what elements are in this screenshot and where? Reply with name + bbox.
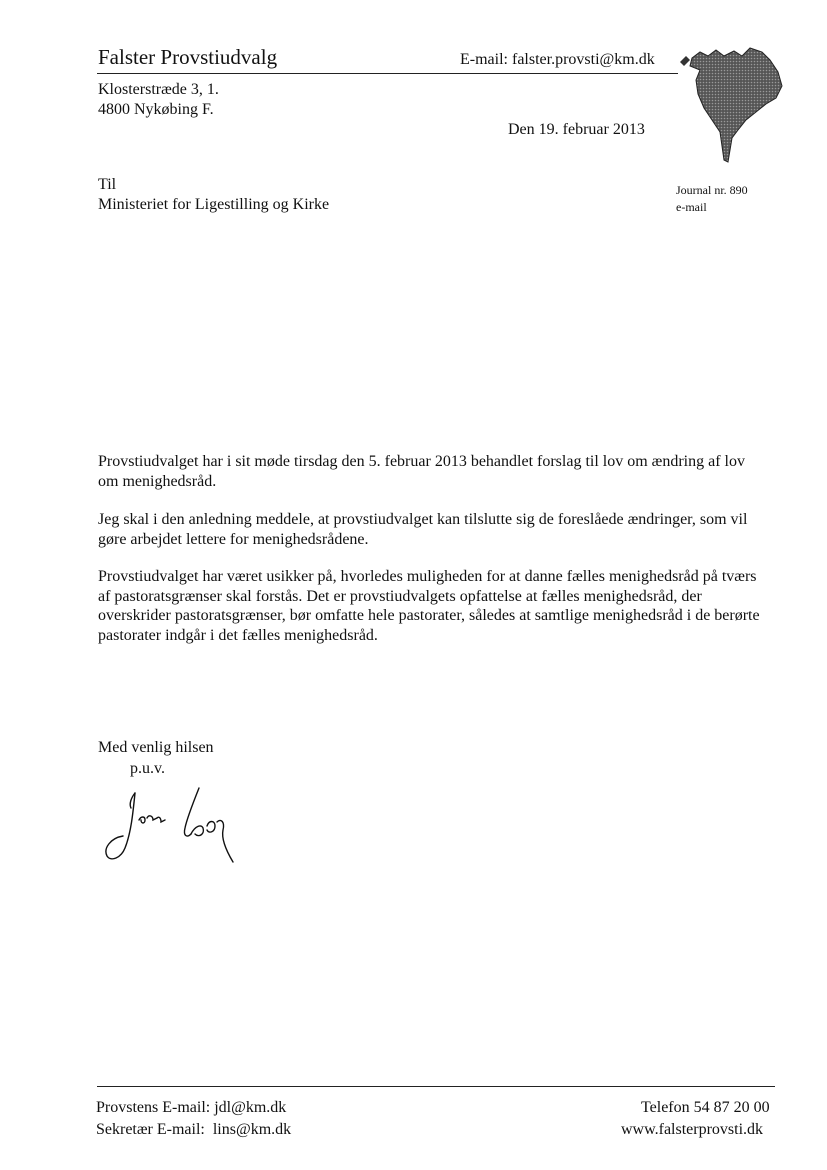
journal-number: Journal nr. 890 — [676, 183, 748, 197]
puv-label: p.u.v. — [130, 760, 165, 777]
provst-email: Provstens E-mail: jdl@km.dk — [96, 1099, 287, 1116]
journal-method: e-mail — [676, 200, 707, 214]
recipient-name: Ministeriet for Ligestilling og Kirke — [98, 196, 330, 213]
header-email: E-mail: falster.provsti@km.dk — [460, 51, 655, 68]
address-line-2: 4800 Nykøbing F. — [98, 101, 214, 118]
closing-greeting: Med venlig hilsen — [98, 739, 214, 756]
body-paragraph-2: Jeg skal i den anledning meddele, at provstiudvalget kan tilslutte sig de foreslåede ændringer, som vil gøre arbejdet lettere for menighedsrådene. — [98, 511, 748, 548]
handwritten-signature — [95, 778, 245, 873]
body-paragraph-1: Provstiudvalget har i sit møde tirsdag den 5. februar 2013 behandlet forslag til lov om ændring af lov om menighedsråd. — [98, 453, 745, 490]
address-line-1: Klosterstræde 3, 1. — [98, 81, 219, 98]
falster-map-icon — [678, 42, 788, 166]
letter-date: Den 19. februar 2013 — [508, 121, 645, 138]
secretary-email: Sekretær E-mail: lins@km.dk — [96, 1121, 292, 1138]
organization-name: Falster Provstiudvalg — [98, 45, 278, 69]
recipient-label: Til — [98, 176, 117, 193]
phone-number: Telefon 54 87 20 00 — [641, 1099, 770, 1116]
header-divider — [97, 73, 678, 74]
body-paragraph-3: Provstiudvalget har været usikker på, hvorledes muligheden for at danne fælles menighedsråd på tværs af pastoratsgrænser skal forstås. Det er provstiudvalgets opfattelse at fælles menighedsråd, der overskrider pastoratsgrænser, bør omfatte hele pastorater, således at samtlige menighedsråd i de berørte pastorater indgår i det fælles menighedsråd. — [98, 568, 760, 644]
website: www.falsterprovsti.dk — [621, 1121, 764, 1138]
footer-divider — [97, 1086, 775, 1087]
